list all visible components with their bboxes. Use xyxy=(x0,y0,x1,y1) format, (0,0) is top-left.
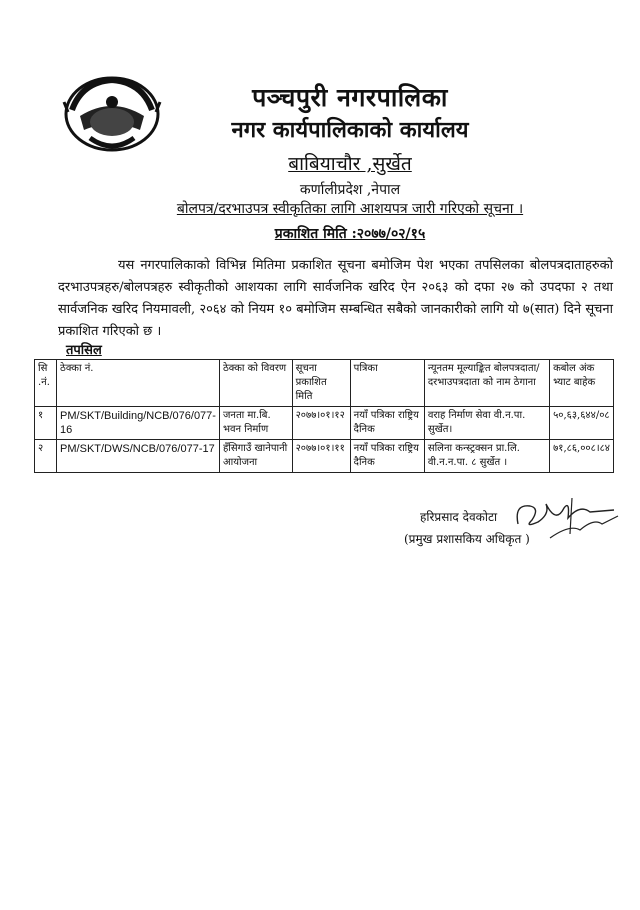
cell-amount: ७१,८६,००८।८४ xyxy=(550,440,614,473)
government-emblem-logo xyxy=(62,72,162,154)
header-date: सूचना प्रकाशित मिति xyxy=(292,360,350,407)
cell-contract-no: PM/SKT/DWS/NCB/076/077-17 xyxy=(57,440,220,473)
cell-date: २०७७।०१।११ xyxy=(292,440,350,473)
office-location: बाबियाचौर ,सुर्खेत xyxy=(288,153,412,175)
table-row xyxy=(35,440,614,473)
signatory-name: हरिप्रसाद देवकोटा xyxy=(420,510,498,524)
notice-subject xyxy=(150,199,550,218)
header-amount: कबोल अंक भ्याट बाहेक xyxy=(550,360,614,407)
table-header-row xyxy=(35,360,614,407)
cell-bidder: वराह निर्माण सेवा वी.न.पा. सुर्खेत। xyxy=(424,407,549,440)
table-title: तपसिल xyxy=(66,343,102,358)
cell-sn: २ xyxy=(35,440,57,473)
notice-subject-text: बोलपत्र/दरभाउपत्र स्वीकृतिका लागि आशयपत्र जारी गरिएको सूचना । xyxy=(176,201,524,217)
cell-bidder: सलिना कन्स्ट्रक्सन प्रा.लि. वी.न.न.पा. ८ सुर्खेत । xyxy=(424,440,549,473)
office-name: नगर कार्यपालिकाको कार्यालय xyxy=(231,117,469,143)
cell-date: २०७७।०१।१२ xyxy=(292,407,350,440)
signatory-title: (प्रमुख प्रशासकिय अधिकृत ) xyxy=(404,532,530,546)
cell-newspaper: नयाँ पत्रिका राष्ट्रिय दैनिक xyxy=(350,440,424,473)
cell-description: जनता मा.बि. भवन निर्माण xyxy=(219,407,292,440)
cell-newspaper: नयाँ पत्रिका राष्ट्रिय दैनिक xyxy=(350,407,424,440)
notice-paragraph: यस नगरपालिकाको विभिन्न मितिमा प्रकाशित सूचना बमोजिम पेश भएका तपसिलका बोलपत्रदाताहरुको दरभाउपत्रहरु/बोलपत्रहरु स्वीकृतीको आशयका लागि सार्वजनिक खरिद ऐन २०६३ को दफा २७ को उपदफा २ तथा सार्वजनिक खरिद नियमावली, २०६४ को नियम १० बमोजिम सम्बन्धित सबैको जानकारीको लागि यो ७(सात) दिने सूचना प्रकाशित गरिएको छ । xyxy=(58,258,613,339)
province-name: कर्णालीप्रदेश ,नेपाल xyxy=(299,182,401,198)
header-description: ठेक्का को विवरण xyxy=(219,360,292,407)
handwritten-signature xyxy=(510,494,622,542)
header-bidder: न्यूनतम मूल्याङ्कित बोलपत्रदाता/दरभाउपत्रदाता को नाम ठेगाना xyxy=(424,360,549,407)
cell-sn: १ xyxy=(35,407,57,440)
contract-table xyxy=(34,359,614,473)
header-sn: सि .नं. xyxy=(35,360,57,407)
header-newspaper: पत्रिका xyxy=(350,360,424,407)
cell-contract-no: PM/SKT/Building/NCB/076/077-16 xyxy=(57,407,220,440)
cell-description: हँसिगाउँ खानेपानी आयोजना xyxy=(219,440,292,473)
table-row xyxy=(35,407,614,440)
header-contract-no: ठेक्का नं. xyxy=(57,360,220,407)
cell-amount: ५०,६३,६४४/०८ xyxy=(550,407,614,440)
published-date: प्रकाशित मिति :२०७७/०२/१५ xyxy=(274,226,426,242)
municipality-name: पञ्चपुरी नगरपालिका xyxy=(252,83,448,112)
